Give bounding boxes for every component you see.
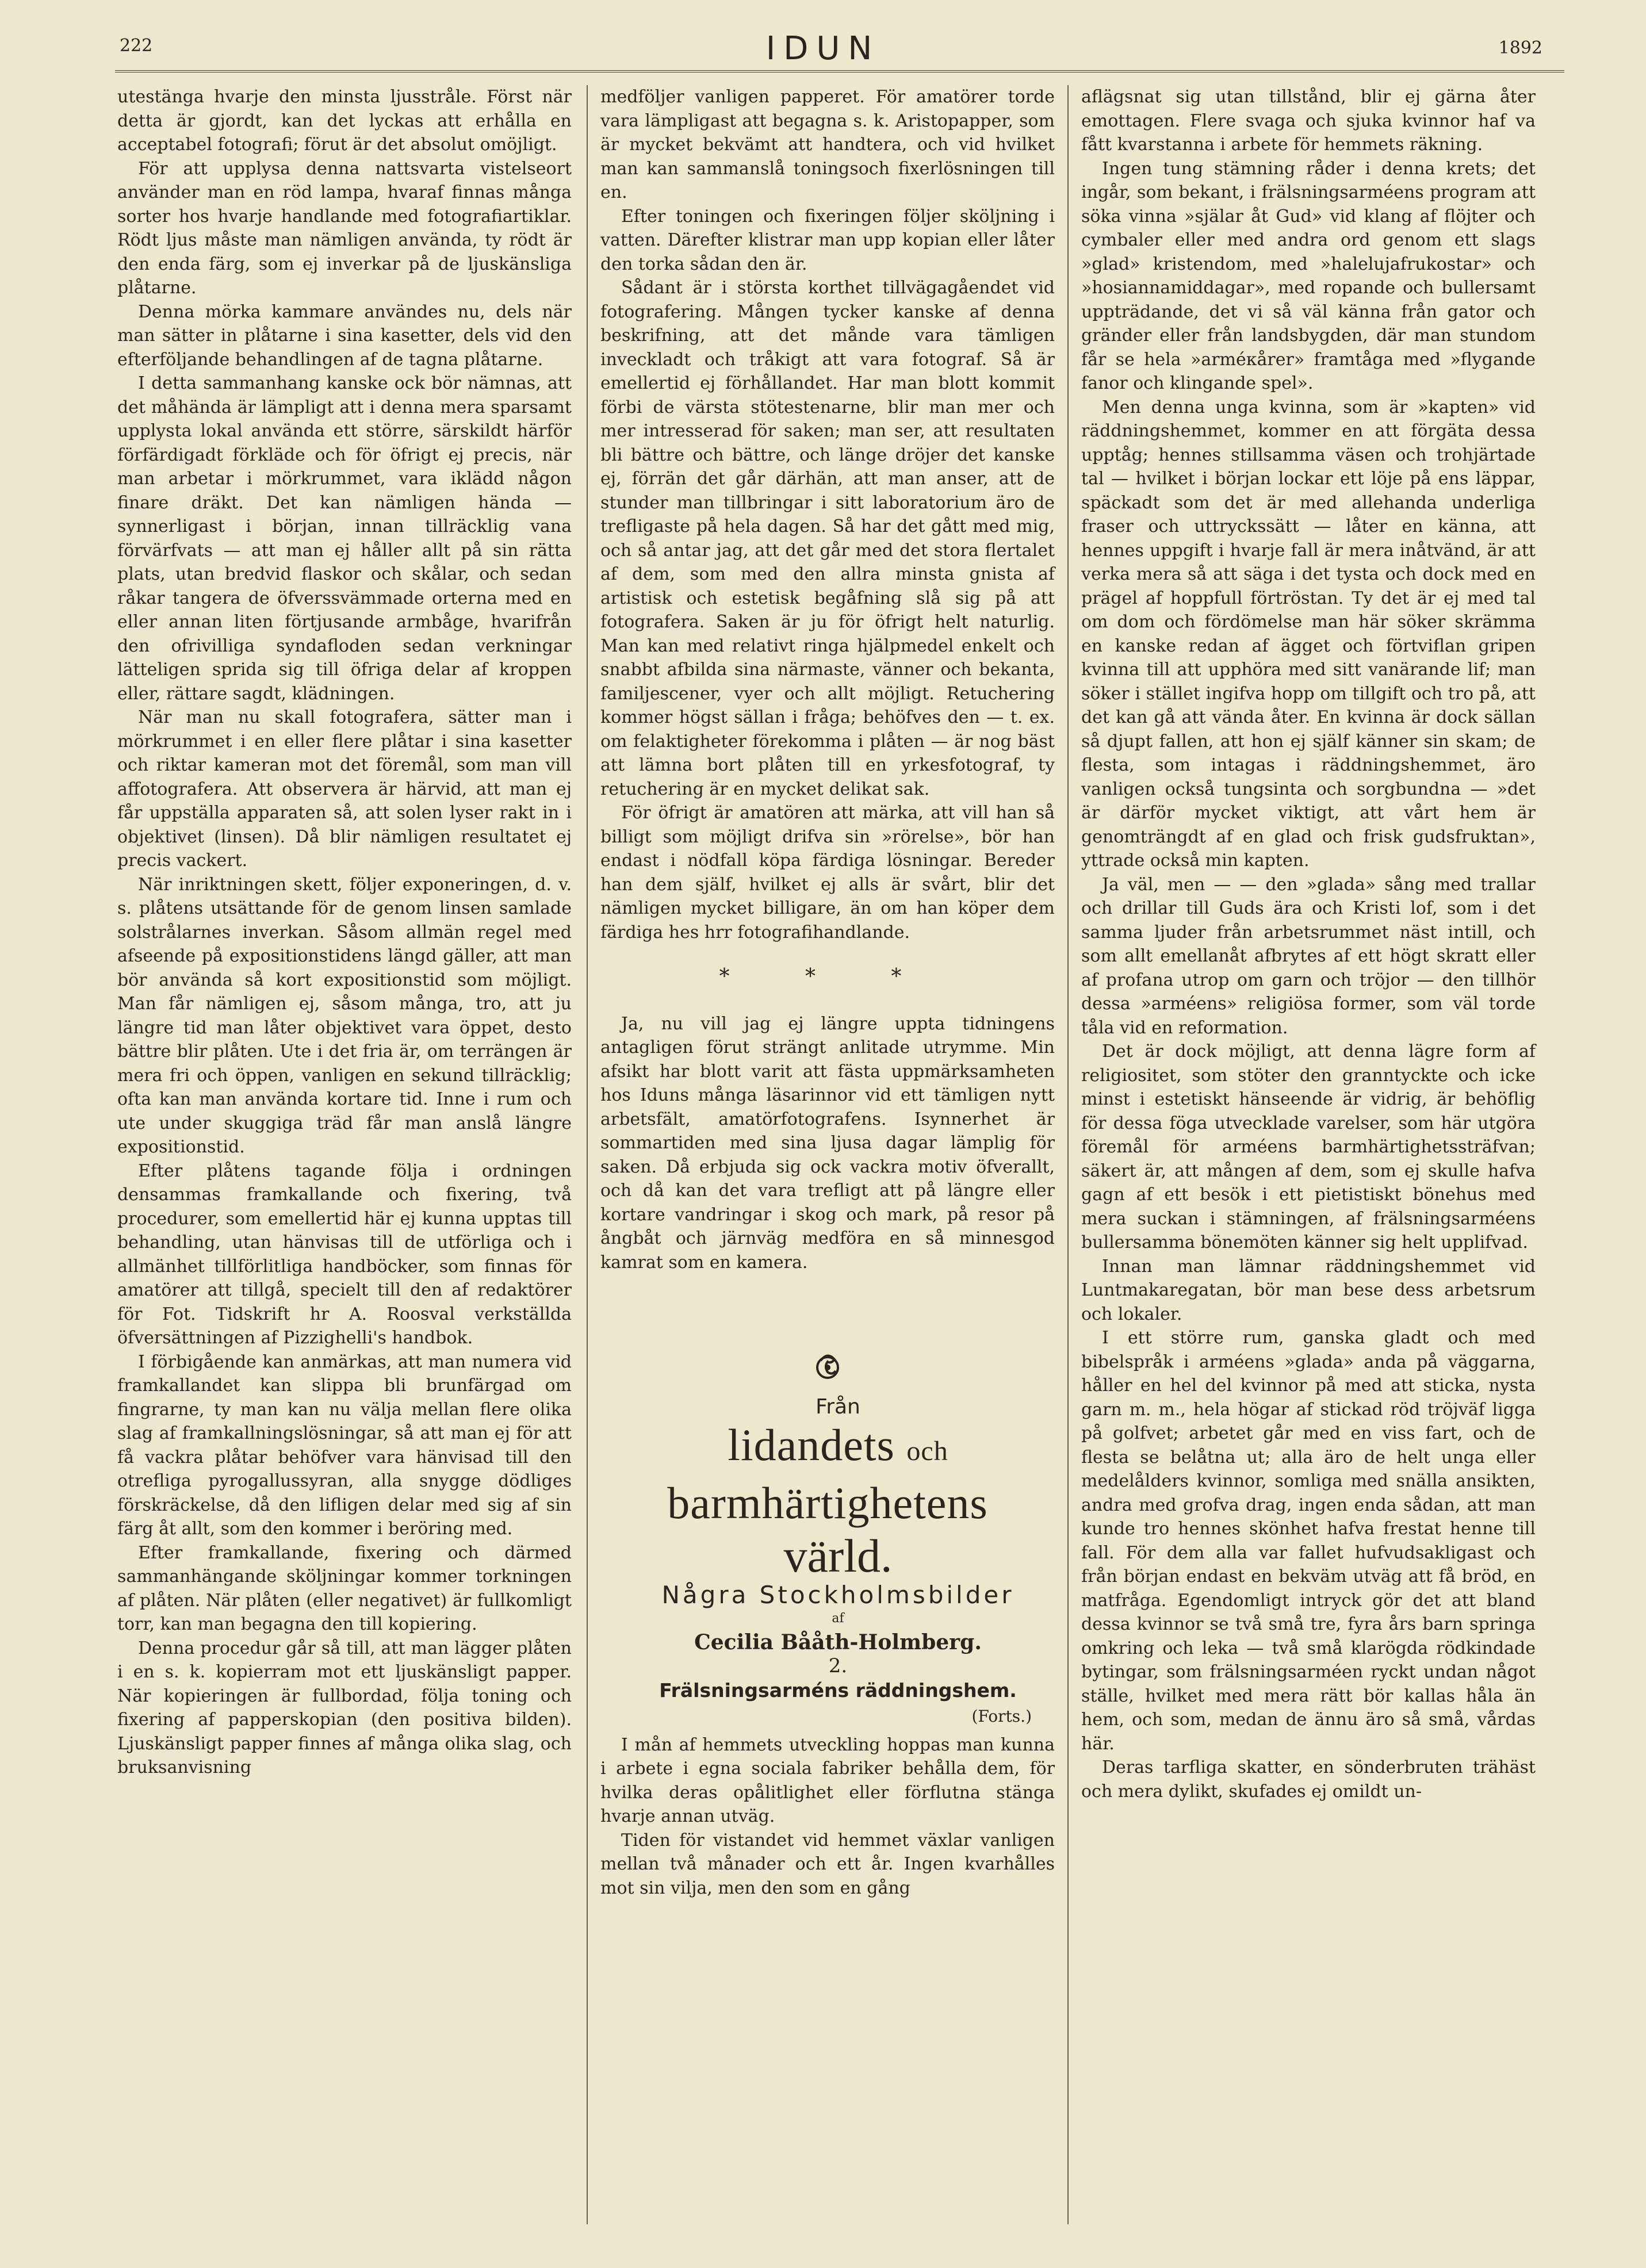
year: 1892 xyxy=(1498,38,1542,58)
section-heading: Frälsningsarméns räddningshem. xyxy=(659,1679,1017,1702)
paragraph: Innan man lämnar räddningshemmet vid Luntmakaregatan, bör man bese dess arbetsrum och lokaler. xyxy=(1081,1256,1536,1324)
paragraph: Denna mörka kammare användes nu, dels när man sätter in plåtarne i sina kasetter, dels vid den efterföljande behandlingen af de tagna plåtarne. xyxy=(117,301,572,370)
column-3 xyxy=(1081,85,1536,1803)
column-1 xyxy=(117,85,572,1780)
paragraph: Ja väl, men — — den »glada» sång med trallar och drillar till Guds ära och Kristi lof, som i det samma ljuder från arbetsrummet näst intill, och som allt emellanåt afbrytes af ett högt skratt eller af profana utrop om garn och tröjor — den tillhör dessa »arméens» religiösa former, som väl torde tåla vid en reformation. xyxy=(1081,874,1536,1038)
paragraph: aflägsnat sig utan tillstånd, blir ej gärna åter emottagen. Flere svaga och sjuka kvinnor haf va fått kvarstanna i arbete för hemmets räkning. xyxy=(1081,87,1536,155)
ornament-icon xyxy=(810,1349,845,1384)
paragraph: I mån af hemmets utveckling hoppas man kunna i arbete i egna sociala fabriker behålla dem, för hvilka deras opålitlighet eller förflutna stänga hvarje annan utväg. xyxy=(600,1734,1055,1826)
paragraph: Efter framkallande, fixering och därmed sammanhängande sköljningar kommer torkningen af plåten. När plåten (eller negativet) är fullkomligt torr, kan man begagna den till kopiering. xyxy=(117,1542,572,1634)
paragraph: Ingen tung stämning råder i denna krets; det ingår, som bekant, i frälsningsarméens program att söka vinna »själar åt Gud» vid klang af flöjter och cymbaler eller med andra ord genom ett slags »glad» kristendom, med »halelujafrukostar» och »hosiannamiddagar», med ropande och bullersamt uppträdande, det vi så väl känna från gator och gränder eller från landsbygden, där man stundom får se hela »arméкårer» framtåga med »flygande fanor och klingande spel». xyxy=(1081,158,1536,393)
paragraph: När man nu skall fotografera, sätter man i mörkrummet i en eller flere plåtar i sina kasetter och riktar kameran mot det föremål, som man vill affotografera. Att observera är härvid, att man ej får uppställa apparaten så, att solen lyser rakt in i objektivet (linsen). Då blir nämligen resultatet ej precis vackert. xyxy=(117,707,572,871)
paragraph: medföljer vanligen papperet. För amatörer torde vara lämpligast att begagna s. k. Aristopapper, som är mycket bekvämt att handtera, och vid hvilket man kan sammanslå toningsoch fixerlösningen till en. xyxy=(600,87,1055,202)
header-rule xyxy=(115,70,1564,72)
paragraph: I ett större rum, ganska gladt och med bibelspråk i arméens »glada» anda på väggarna, håller en hel del kvinnor på med att sticka, nysta garn m. m., hela högar af stickad röd tröjväf ligga på golfvet; arbetet går med en viss fart, och de flesta se belåtna ut; alla äro de helt unga eller medelålders kvinnor, somliga med snälla ansikten, andra med grofva drag, ingen enda sådan, att man kunde tro hennes skönhet hafva frestat henne till fall. För dem alla var fallet hufvudsakligast och från början endast en bekväm utväg att få bröd, en matfråga. Egendomligt intryck gör det att bland dessa kvinnor se två små tre, fyra års barn springa omkring och leka — två små klarögda rödkindade bytingar, som frälsningsarméen ryckt undan något ställe, hvilket med mera rätt bör kallas håla än hem, och som, medan de ännu äro så små, vårdas här. xyxy=(1081,1328,1536,1754)
paragraph: Ja, nu vill jag ej längre uppta tidningens antagligen förut strängt anlitade utrymme. Min afsikt har blott varit att fästa uppmärksamheten hos Iduns många läsarinnor vid ett tämligen nytt arbetsfält, amatörfotografens. Isynnerhet är sommartiden med sina ljusa dagar lämplig för saken. Då erbjuda sig ock vackra motiv öfverallt, och då kan det vara trefligt att på längre eller kortare vandringar i skog och mark, på resor på ångbåt och järnväg medföra en så minnesgod kamrat som en kamera. xyxy=(600,1013,1055,1273)
paragraph: Men denna unga kvinna, som är »kapten» vid räddningshemmet, kommer en att förgäta dessa upptåg; hennes stillsamma väsen och trohjärtade tal — hvilket i början lockar ett löje på ens läppar, späckadt som det är med allehanda underliga fraser och uttryckssätt — låter en känna, att hennes uppgift i hvarje fall är mera inåtvänd, är att verka mera så att säga i det tysta och dock med en prägel af hoppfull förtröstan. Ty det är ej med tal om dom och fördömelse man här söker skrämma en kanske redan af ägget och förtviflan gripen kvinna till att upphöra med sitt vanärande lif; man söker i stället ingifva hopp om tillgift och tro på, att det kan gå att vända åter. En kvinna är dock sällan så djupt fallen, att hon ej själf känner sin skam; de flesta, som intagas i räddningshemmet, äro vanligen också tungsinta och sorgbundna — »det är därför mycket viktigt, att vårt hem är genomträngdt af en glad och frisk gudsfruktan», yttrade också min kapten. xyxy=(1081,397,1536,871)
column-rule-1 xyxy=(587,85,588,2224)
paragraph: I förbigående kan anmärkas, att man numera vid framkallandet kan slippa bli brunfärgad om fingrarne, ty man kan nu välja mellan flere olika slag af framkallningslösningar, så att man ej för att få vackra plåtar behöfver vara hänvisad till den otrefliga pyrogallussyran, alla snygge dödliges förskräckelse, då den lifligen delar med sig af sin färg åt allt, som den kommer i beröring med. xyxy=(117,1351,572,1539)
paragraph: Deras tarfliga skatter, en sönderbruten trähäst och mera dylikt, skufades ej omildt un- xyxy=(1081,1757,1536,1802)
paragraph: I detta sammanhang kanske ock bör nämnas, att det måhända är lämpligt att i denna mera sparsamt upplysta lokal använda ett större, särskildt härför förfärdigadt förkläde och för öfrigt ej precis, när man arbetar i mörkrummet, vara iklädd någon finare dräkt. Det kan nämligen hända — synnerligast i början, innan tillräcklig vana förvärfvats — att man ej håller allt på sin rätta plats, utan bredvid flaskor och skålar, och sedan råkar tangera de öfverssvämmade orterna med en eller annan liten förtjusande armbåge, hvarifrån den ofrivilliga syndafloden sedan verkningar lätteligen sprida sig till öfriga delar af kroppen eller, rättare sagdt, klädningen. xyxy=(117,373,572,704)
article-subtitle: Några Stockholmsbilder xyxy=(661,1580,1015,1609)
title-och: och xyxy=(906,1435,948,1466)
page-number: 222 xyxy=(120,36,153,56)
continued-note: (Forts.) xyxy=(971,1707,1032,1726)
column-rule-2 xyxy=(1067,85,1069,2224)
paragraph: Denna procedur går så till, att man lägger plåten i en s. k. kopierram mot ett ljuskänsligt papper. När kopieringen är fullbordad, följa toning och fixering af papperskopian (den positiva bilden). Ljuskänsligt papper finnes af många olika slag, och bruksanvisning xyxy=(117,1638,572,1777)
title-part1: lidandets xyxy=(728,1419,895,1470)
paragraph: För att upplysa denna nattsvarta vistelseort använder man en röd lampa, hvaraf finnas många sorter hos hvarje handlande med fotografiartiklar. Rödt ljus måste man nämligen använda, ty rödt är den enda färg, som ej inverkar på de ljuskänsliga plåtarne. xyxy=(117,158,572,298)
paragraph: utestänga hvarje den minsta ljusstråle. Först när detta är gjordt, kan det lyckas att erhålla en acceptabel fotografi; förut är det absolut omöjligt. xyxy=(117,87,572,155)
byline-af: af xyxy=(832,1611,844,1626)
paragraph: Efter toningen och fixeringen följer sköljning i vatten. Därefter klistrar man upp kopian eller låter den torka sådan den är. xyxy=(600,206,1055,274)
paragraph: För öfrigt är amatören att märka, att vill han så billigt som möjligt drifva sin »rörelse», bör han endast i nödfall köpa färdiga lösningar. Bereder han dem själf, hvilket ej alls är svårt, blir det nämligen mycket billigare, än om han köper dem färdiga hes hrr fotografihandlande. xyxy=(600,803,1055,943)
paragraph: Efter plåtens tagande följa i ordningen densammas framkallande och fixering, två procedurer, som emellertid här ej kunna upptas till behandling, utan hänvisas till de utförliga och i allmänhet tillförlitliga handböcker, som finnas för amatörer att tillgå, specielt till den af redaktörer för Fot. Tidskrift hr A. Roosval verkställda öfversättningen af Pizzighelli's handbok. xyxy=(117,1160,572,1348)
section-stars: * * * xyxy=(719,965,936,989)
column-2 xyxy=(600,85,1055,1900)
article-title-line1 xyxy=(600,1419,1055,1529)
article-kicker: Från xyxy=(816,1395,860,1419)
paragraph: Det är dock möjligt, att denna lägre form af religiositet, som stöter den granntyckte och icke minst i estetiskt hänseende är vidrig, är behöflig för dessa föga utvecklade varelser, som här utgöra föremål för arméens barmhärtighetssträfvan; säkert är, att mången af dem, som ej skulle hafva gagn af ett besök i ett pietistiskt bönehus med mera suckan i stämningen, af frälsningsarméens bullersamma bönemöten känner sig helt upplifvad. xyxy=(1081,1041,1536,1252)
article-author: Cecilia Bååth-Holmberg. xyxy=(694,1630,982,1654)
part-number: 2. xyxy=(828,1654,848,1677)
paragraph: När inriktningen skett, följer exponeringen, d. v. s. plåtens utsättande för de genom linsen samlade solstrålarnes inverkan. Såsom allmän regel med afseende på expositionstidens längd gäller, att man bör använda så kort expositionstid som möjligt. Man får nämligen ej, såsom många, tro, att ju längre tid man låter objektivet vara öppet, desto bättre blir plåten. Ute i det fria är, om terrängen är mera fri och öppen, vanligen en sekund tillräcklig; ofta kan man använda kortare tid. Inne i rum och ute under skuggiga träd får man anslå längre expositionstid. xyxy=(117,874,572,1157)
paragraph: Sådant är i största korthet tillvägagåendet vid fotografering. Mången tycker kanske af denna beskrifning, att det månde vara tämligen inveckladt och tråkigt att vara fotograf. Så är emellertid ej förhållandet. Har man blott kommit förbi de värsta stötestenarne, blir man mer och mer intresserad för saken; man ser, att resultaten bli bättre och bättre, och länge dröjer det kanske ej, förrän det går därhän, att man anser, att de stunder man tillbringar i sitt laboratorium äro de trefligaste på hela dagen. Så har det gått med mig, och så antar jag, att det går med det stora flertalet af dem, som med den allra minsta gnista af artistisk och estetisk begåfning slå sig på att fotografera. Saken är ju för öfrigt helt naturlig. Man kan med relativt ringa hjälpmedel enkelt och snabbt afbilda sina närmaste, vänner och bekanta, familjescener, vyer och allt möjligt. Retuchering kommer högst sällan i fråga; behöfves den — t. ex. om felaktigheter förekomma i plåten — är nog bäst att lämna bort plåten till en yrkesfotograf, ty retuchering är en mycket delikat sak. xyxy=(600,278,1055,799)
title-part2: barmhärtighetens xyxy=(667,1477,988,1528)
paragraph: Tiden för vistandet vid hemmet växlar vanligen mellan två månader och ett år. Ingen kvarhålles mot sin vilja, men den som en gång xyxy=(600,1830,1055,1898)
journal-title: IDUN xyxy=(765,30,881,67)
article-title-line2: värld. xyxy=(783,1529,893,1582)
